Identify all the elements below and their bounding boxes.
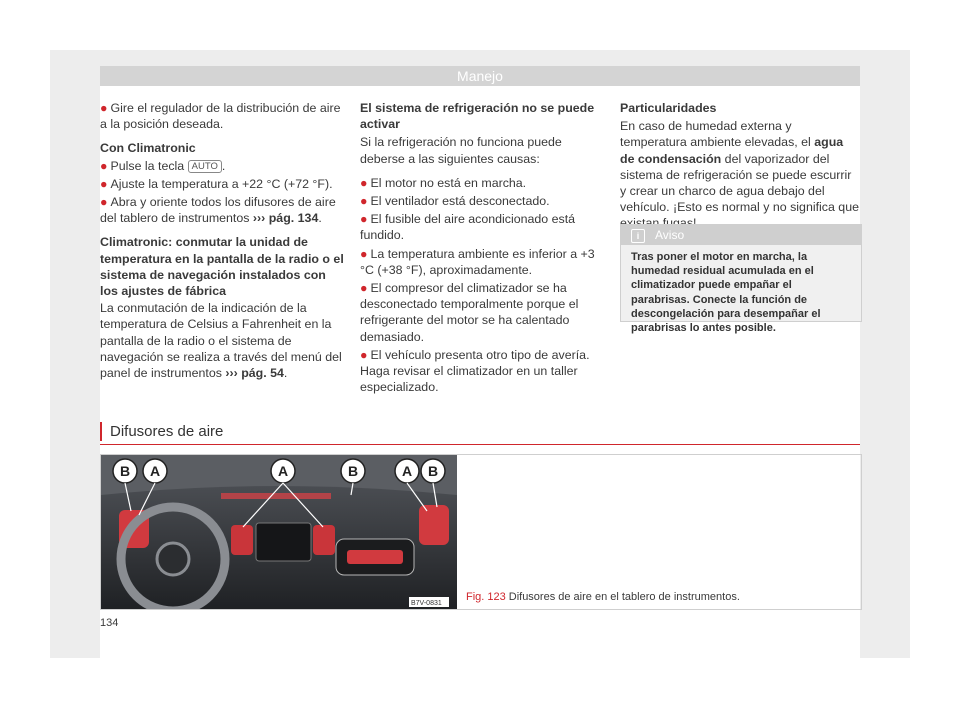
list-item-text: La temperatura ambiente es inferior a +3 °C (+38 °F), aproximadamente. — [360, 246, 595, 277]
bullet-item — [100, 176, 345, 192]
column-1 — [100, 100, 345, 389]
paragraph-text: En caso de humedad externa y temperatura ambiente elevadas, el — [620, 119, 811, 150]
list-item-text: El ventilador está desconectado. — [370, 194, 550, 209]
defrost-vent — [221, 493, 331, 499]
info-icon: i — [631, 229, 645, 243]
infotainment-screen — [256, 523, 311, 561]
dashboard-photo — [101, 455, 457, 609]
section-header: Manejo — [100, 66, 860, 86]
emphasis-text: agua de condensación — [620, 135, 844, 166]
figure-code: B7V-0831 — [411, 600, 442, 607]
bullet-icon: ● — [360, 212, 368, 227]
paragraph: Si la refrigeración no funciona puede deberse a las siguientes causas: — [360, 135, 562, 166]
list-item — [360, 347, 605, 396]
bullet-text: Ajuste la temperatura a +22 °C (+72 °F). — [110, 176, 333, 191]
bullet-text-end: . — [221, 158, 226, 173]
dashboard-illustration — [101, 455, 457, 609]
inset-vent — [347, 550, 403, 564]
notice-header — [621, 225, 861, 245]
paragraph-text: del vaporizador del sistema de refrigeración se puede escurrir y crear un charco de agua debajo del vehículo. ¡Esto es normal y no significa que — [620, 151, 859, 215]
bullet-icon: ● — [360, 347, 368, 362]
paragraph — [100, 300, 345, 381]
column-2 — [360, 100, 605, 397]
figure-label: Fig. 123 — [466, 591, 506, 603]
bullet-icon: ● — [360, 246, 368, 261]
list-item — [360, 246, 605, 278]
section-title-text: Difusores de aire — [110, 423, 224, 440]
notice-text: Tras poner el motor en marcha, la humedad residual acumulada en el climatizador puede empañar el parabrisas. Conecte la función de descongelación para desempañar el parabrisas lo antes posible. — [631, 251, 821, 335]
bullet-icon: ● — [360, 194, 368, 209]
callout-label: B — [427, 463, 439, 479]
list-item-text: El vehículo presenta otro tipo de avería. Haga revisar el climatizador en un taller especializado. — [360, 347, 590, 395]
list-item — [360, 211, 605, 243]
list-item — [360, 193, 605, 209]
page-number: 134 — [100, 617, 119, 629]
list-item-text: El compresor del climatizador se ha desconectado temporalmente porque el refrigerante del motor se ha calentado demasiado. — [360, 281, 579, 344]
bullet-item — [100, 194, 345, 226]
bullet-text-end: . — [318, 211, 322, 226]
callout-label: A — [277, 463, 289, 479]
bullet-icon: ● — [360, 175, 368, 190]
bullet-icon: ● — [360, 281, 368, 296]
page-reference-link[interactable]: ››› pág. 134 — [252, 211, 319, 226]
list-item-text: El motor no está en marcha. — [370, 175, 527, 190]
subheading: Particularidades — [620, 101, 717, 115]
subheading: Con Climatronic — [100, 141, 196, 156]
page-reference-link[interactable]: ››› pág. 54 — [225, 366, 284, 381]
list-item — [360, 280, 605, 345]
bullet-icon: ● — [100, 158, 108, 173]
figure-caption — [466, 590, 740, 604]
bullet-text: Pulse la tecla — [110, 158, 185, 173]
list-item — [360, 175, 605, 191]
figure-box — [100, 454, 862, 610]
bullet-text: Gire el regulador de la distribución de aire a la posición deseada. — [100, 101, 341, 132]
callout-label: A — [149, 463, 161, 479]
section-title-accent — [100, 422, 102, 441]
center-vent-right — [313, 525, 335, 555]
bullet-item — [100, 158, 345, 174]
right-vent — [419, 505, 449, 545]
callout-label: B — [347, 463, 359, 479]
paragraph-text: La conmutación de la indicación de la temperatura de Celsius a Fahrenheit en la pantalla de la radio o el sistema de navegación se realiza a través del menú del panel de instrumentos — [100, 301, 342, 381]
center-vent-left — [231, 525, 253, 555]
list-item-text: El fusible del aire acondicionado está fundido. — [360, 212, 576, 243]
column-3 — [620, 100, 860, 240]
paragraph — [620, 118, 860, 231]
bullet-icon: ● — [100, 101, 108, 115]
notice-box — [620, 224, 862, 335]
subheading: Climatronic: conmutar la unidad de temperatura en la pantalla de la radio o el sistema de navegación instalados con los ajustes de fábrica — [100, 235, 344, 299]
bullet-icon: ● — [100, 195, 108, 210]
callout-label: A — [401, 463, 413, 479]
steering-hub — [157, 543, 189, 575]
subheading: El sistema de refrigeración no se puede activar — [360, 101, 595, 132]
callout-label: B — [119, 463, 131, 479]
paragraph-end: . — [283, 366, 288, 381]
auto-key-icon: AUTO — [188, 160, 222, 173]
notice-title: Aviso — [655, 228, 685, 242]
bullet-item — [100, 100, 345, 132]
section-title — [100, 422, 860, 445]
bullet-icon: ● — [100, 176, 108, 191]
figure-caption-text: Difusores de aire en el tablero de instrumentos. — [508, 591, 740, 603]
bullet-text: Abra y oriente todos los difusores de aire del tablero de instrumentos — [100, 195, 336, 226]
